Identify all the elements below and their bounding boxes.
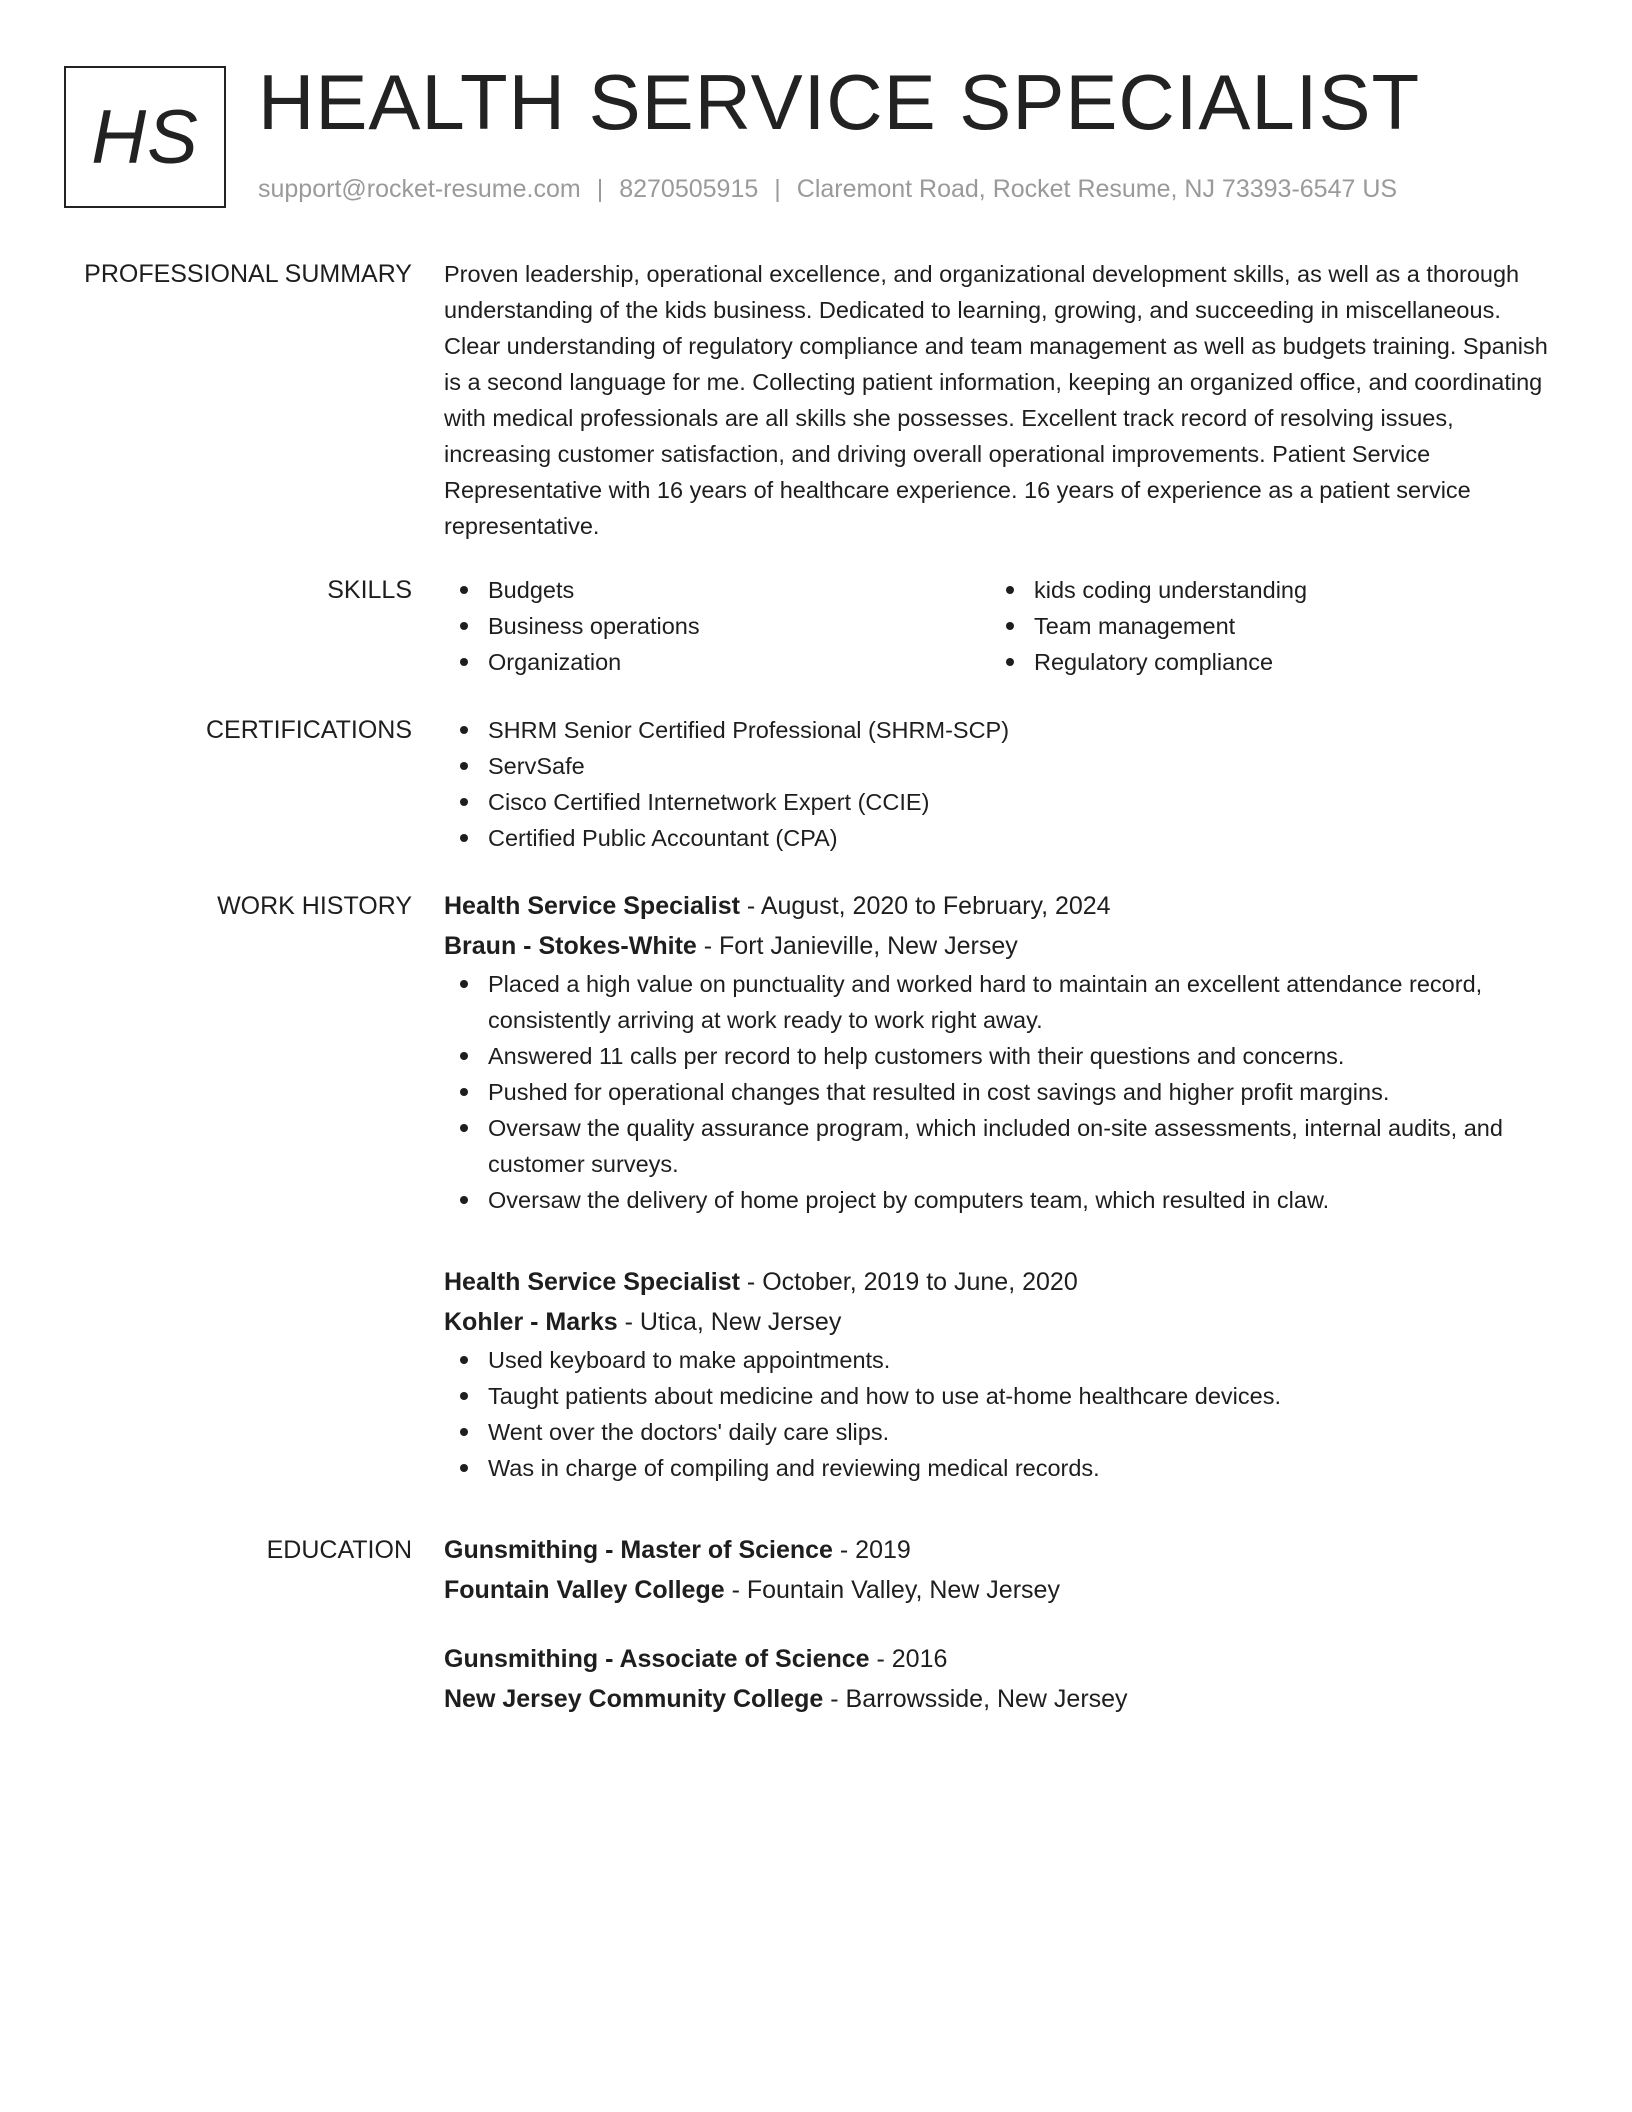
- certification-item: ServSafe: [444, 748, 1554, 784]
- school-location: - Barrowsside, New Jersey: [823, 1685, 1128, 1713]
- job-entry: [444, 886, 1554, 1218]
- degree: Gunsmithing - Associate of Science: [444, 1645, 870, 1673]
- graduation-year: - 2019: [832, 1536, 911, 1564]
- certification-item: SHRM Senior Certified Professional (SHRM-SCP): [444, 712, 1554, 748]
- skill-item: Team management: [990, 608, 1536, 644]
- job-dates: - October, 2019 to June, 2020: [739, 1268, 1078, 1296]
- duty-item: Placed a high value on punctuality and worked hard to maintain an excellent attendance record, consistently arriving at work ready to work right away.: [444, 966, 1554, 1038]
- certification-item: Certified Public Accountant (CPA): [444, 820, 1554, 856]
- duty-item: Oversaw the quality assurance program, which included on-site assessments, internal audits, and customer surveys.: [444, 1110, 1554, 1182]
- school-line: [444, 1570, 1554, 1610]
- candidate-title: HEALTH SERVICE SPECIALIST: [258, 58, 1421, 146]
- duty-item: Answered 11 calls per record to help customers with their questions and concerns.: [444, 1038, 1554, 1074]
- monogram-badge: HS: [64, 66, 226, 208]
- skill-item: Budgets: [444, 572, 990, 608]
- job-duties: [444, 1342, 1554, 1486]
- duty-item: Went over the doctors' daily care slips.: [444, 1414, 1554, 1450]
- section-label-summary: PROFESSIONAL SUMMARY: [84, 260, 412, 288]
- certifications-list: [444, 712, 1554, 856]
- job-entry: [444, 1262, 1554, 1486]
- degree-line: [444, 1639, 1554, 1679]
- company-location: - Fort Janieville, New Jersey: [696, 932, 1018, 960]
- section-label-certifications: CERTIFICATIONS: [205, 716, 412, 744]
- education-entry: [444, 1639, 1554, 1719]
- school-name: Fountain Valley College: [444, 1576, 725, 1604]
- job-title-line: [444, 886, 1554, 926]
- degree-line: [444, 1530, 1554, 1570]
- school-line: [444, 1679, 1554, 1719]
- section-label-education: EDUCATION: [266, 1536, 412, 1564]
- certification-item: Cisco Certified Internetwork Expert (CCIE): [444, 784, 1554, 820]
- section-label-work-history: WORK HISTORY: [217, 892, 412, 920]
- job-company-line: [444, 926, 1554, 966]
- section-label-skills: SKILLS: [327, 576, 412, 604]
- phone-number[interactable]: 8270505915: [619, 175, 759, 203]
- contact-separator: |: [774, 175, 781, 203]
- duty-item: Taught patients about medicine and how to use at-home healthcare devices.: [444, 1378, 1554, 1414]
- graduation-year: - 2016: [869, 1645, 948, 1673]
- skills-list: [444, 572, 1554, 680]
- job-company-line: [444, 1302, 1554, 1342]
- job-title: Health Service Specialist: [444, 1268, 740, 1296]
- school-location: - Fountain Valley, New Jersey: [724, 1576, 1060, 1604]
- job-title: Health Service Specialist: [444, 892, 740, 920]
- company-location: - Utica, New Jersey: [617, 1308, 842, 1336]
- education-entry: [444, 1530, 1554, 1610]
- duty-item: Pushed for operational changes that resulted in cost savings and higher profit margins.: [444, 1074, 1554, 1110]
- degree: Gunsmithing - Master of Science: [444, 1536, 833, 1564]
- address: Claremont Road, Rocket Resume, NJ 73393-6547 US: [796, 175, 1398, 203]
- skill-item: Regulatory compliance: [990, 644, 1536, 680]
- job-title-line: [444, 1262, 1554, 1302]
- duty-item: Used keyboard to make appointments.: [444, 1342, 1554, 1378]
- job-dates: - August, 2020 to February, 2024: [739, 892, 1111, 920]
- summary-text: Proven leadership, operational excellence, and organizational development skills, as well as a thorough understanding of the kids business. Dedicated to learning, growing, and succeeding in miscellaneous. Clear understanding of regulatory compliance and team management as well as budgets training. Spanish is a second language for me. Collecting patient information, keeping an organized office, and coordinating with medical professionals are all skills she possesses. Excellent track record of resolving issues, increasing customer satisfaction, and driving overall operational improvements. Patient Service Representative with 16 years of healthcare experience. 16 years of experience as a patient service representative.: [444, 261, 1548, 539]
- duty-item: Oversaw the delivery of home project by computers team, which resulted in claw.: [444, 1182, 1554, 1218]
- job-duties: [444, 966, 1554, 1218]
- skill-item: Business operations: [444, 608, 990, 644]
- company-name: Kohler - Marks: [444, 1308, 618, 1336]
- skill-item: kids coding understanding: [990, 572, 1536, 608]
- contact-separator: |: [596, 175, 604, 203]
- skill-item: Organization: [444, 644, 990, 680]
- contact-line: [258, 172, 1397, 206]
- school-name: New Jersey Community College: [444, 1685, 824, 1713]
- skills-column-left: [444, 572, 990, 680]
- skills-column-right: [990, 572, 1536, 680]
- email-link[interactable]: support@rocket-resume.com: [258, 175, 581, 203]
- duty-item: Was in charge of compiling and reviewing medical records.: [444, 1450, 1554, 1486]
- company-name: Braun - Stokes-White: [444, 932, 697, 960]
